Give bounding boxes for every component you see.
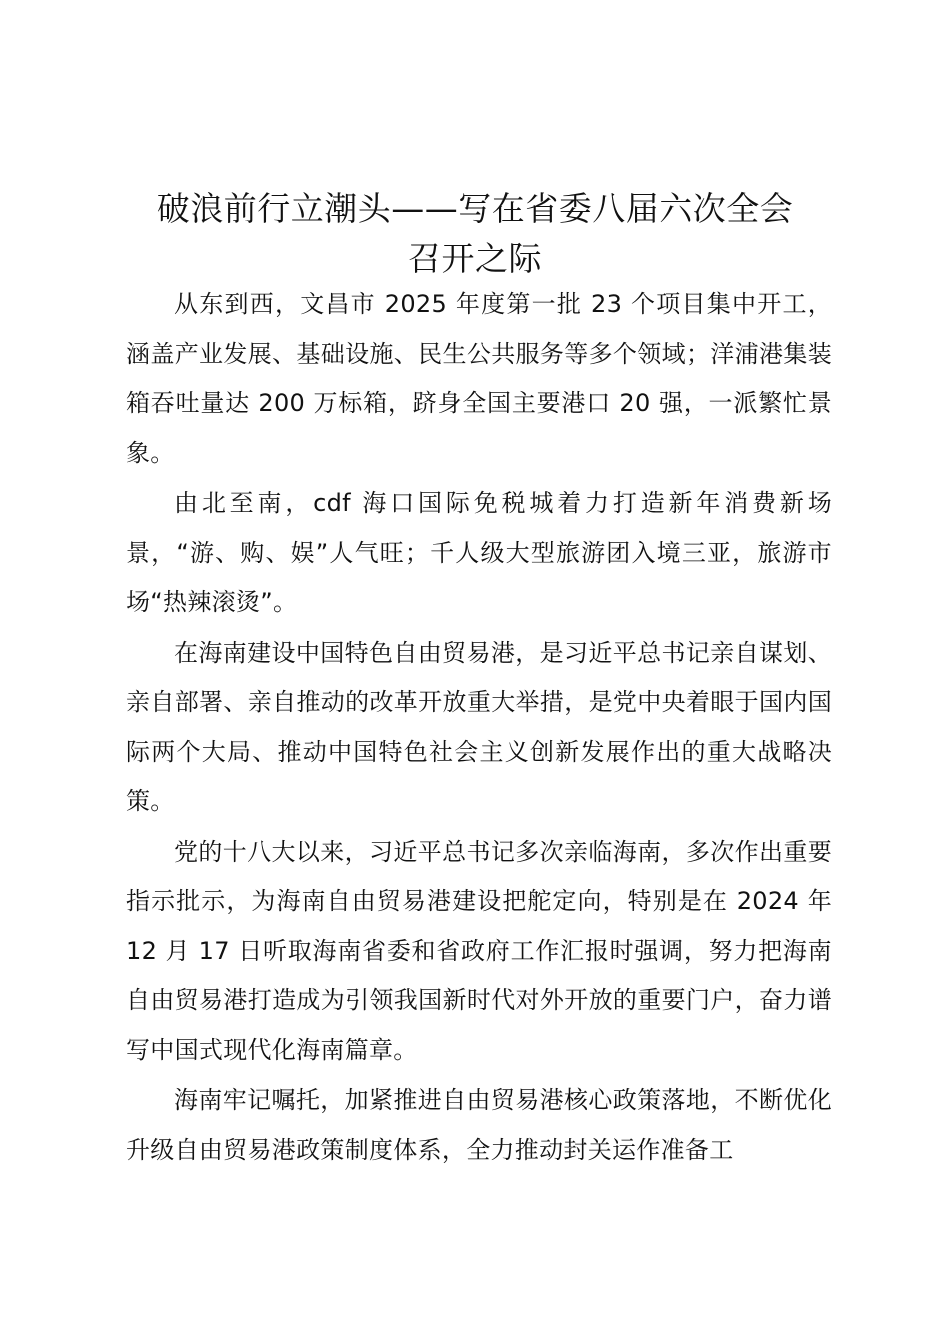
paragraph-1: 从东到西，文昌市 2025 年度第一批 23 个项目集中开工，涵盖产业发展、基础设施、民生公共服务等多个领域；洋浦港集装箱吞吐量达 200 万标箱，跻身全国主要港口 20 强，一派繁忙景象。	[126, 290, 832, 467]
title-line-1: 破浪前行立潮头——写在省委八届六次全会	[156, 189, 794, 228]
document-title	[120, 184, 830, 284]
document-body	[126, 280, 832, 1176]
paragraph-2: 由北至南，cdf 海口国际免税城着力打造新年消费新场景，“游、购、娱”人气旺；千人级大型旅游团入境三亚，旅游市场“热辣滚烫”。	[126, 489, 832, 616]
paragraph-3: 在海南建设中国特色自由贸易港，是习近平总书记亲自谋划、亲自部署、亲自推动的改革开放重大举措，是党中央着眼于国内国际两个大局、推动中国特色社会主义创新发展作出的重大战略决策。	[126, 638, 832, 815]
paragraph-5: 海南牢记嘱托，加紧推进自由贸易港核心政策落地，不断优化升级自由贸易港政策制度体系，全力推动封关运作准备工	[126, 1086, 832, 1164]
title-line-2: 召开之际	[408, 239, 542, 278]
paragraph-4: 党的十八大以来，习近平总书记多次亲临海南，多次作出重要指示批示，为海南自由贸易港建设把舵定向，特别是在 2024 年 12 月 17 日听取海南省委和省政府工作汇报时强调，努力把海南自由贸易港打造成为引领我国新时代对外开放的重要门户，奋力谱写中国式现代化海南篇章。	[126, 837, 832, 1064]
